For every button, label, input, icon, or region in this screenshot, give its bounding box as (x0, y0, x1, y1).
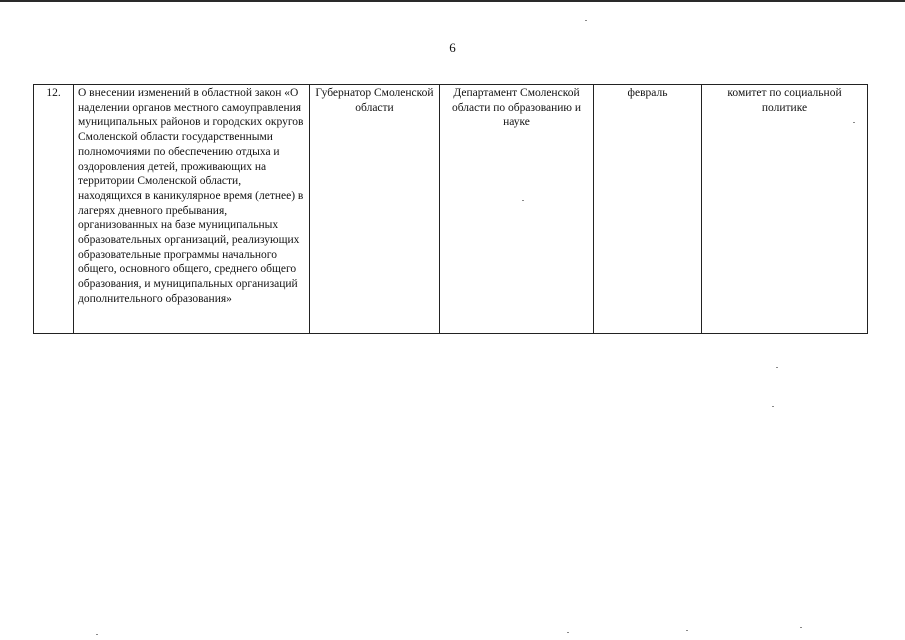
top-border-line (0, 0, 905, 2)
scan-speck (585, 20, 587, 21)
legislation-table (33, 84, 868, 334)
developer-cell: Департамент Смоленской области по образованию и науке (440, 85, 594, 334)
table-row (34, 85, 868, 334)
term-cell: февраль (594, 85, 702, 334)
scan-speck (853, 122, 855, 123)
bill-title-cell: О внесении изменений в областной закон «О наделении органов местного самоуправления муниципальных районов и городских округов Смоленской области государственными полномочиями по обеспечению отдыха и оздоровления детей, проживающих на территории Смоленской области, находящихся в каникулярное время (летнее) в лагерях дневного пребывания, организованных на базе муниципальных образовательных организаций, реализующих образовательные программы начального общего, основного общего, среднего общего образования, и муниципальных организаций дополнительного образования» (74, 85, 310, 334)
scan-speck (800, 627, 802, 628)
scan-speck (567, 632, 569, 633)
scan-speck (522, 200, 524, 201)
initiator-cell: Губернатор Смоленской области (310, 85, 440, 334)
row-number-cell: 12. (34, 85, 74, 334)
scan-speck (776, 367, 778, 368)
scan-speck (772, 406, 774, 407)
committee-cell: комитет по социальной политике (702, 85, 868, 334)
scan-speck (96, 634, 98, 635)
scan-speck (686, 630, 688, 631)
page-number: 6 (449, 40, 456, 55)
